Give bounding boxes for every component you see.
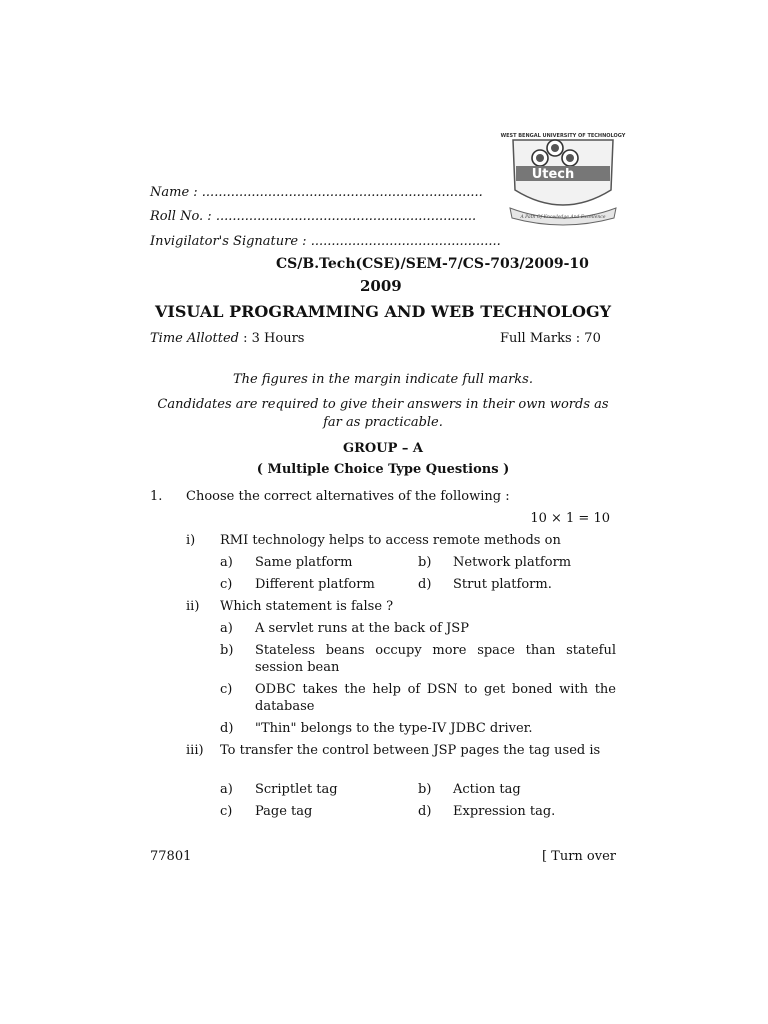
instruction-line-2: Candidates are required to give their answers in their own words as <box>157 397 609 412</box>
logo-ribbon-text: A Path Of Knowledge And Excellence <box>520 215 606 220</box>
option-key: c) <box>220 577 233 592</box>
option-key: c) <box>220 804 233 819</box>
option-key: a) <box>220 621 233 636</box>
subq-text: Which statement is false ? <box>220 599 394 614</box>
option-text: "Thin" belongs to the type-IV JDBC driver. <box>255 721 533 736</box>
option-key: a) <box>220 555 233 570</box>
subq-text: To transfer the control between JSP pages the tag used is <box>220 743 601 758</box>
option-text: ODBC takes the help of DSN to get boned with the database <box>255 682 616 714</box>
name-line: Name : .................................................................... <box>150 185 483 200</box>
option-text: Same platform <box>255 555 353 570</box>
turn-over: [ Turn over <box>541 849 616 864</box>
subq-text: RMI technology helps to access remote methods on <box>220 533 561 548</box>
university-logo <box>500 128 626 230</box>
option-key: c) <box>220 682 233 697</box>
subq-number: ii) <box>186 599 200 614</box>
option-text: Network platform <box>453 555 572 570</box>
option-text: Expression tag. <box>453 804 556 819</box>
full-marks: Full Marks : 70 <box>500 331 601 346</box>
time-value: : 3 Hours <box>238 331 305 346</box>
option-key: d) <box>220 721 234 736</box>
question-marks: 10 × 1 = 10 <box>530 511 610 526</box>
option-key: a) <box>220 782 233 797</box>
time-allotted <box>150 330 304 347</box>
group-title: GROUP – A <box>343 441 423 456</box>
subq-number: i) <box>186 533 196 548</box>
roll-line: Roll No. : ............................................................... <box>150 209 477 224</box>
logo-arc-text: WEST BENGAL UNIVERSITY OF TECHNOLOGY <box>500 133 626 139</box>
paper-code: CS/B.Tech(CSE)/SEM-7/CS-703/2009-10 <box>276 256 589 272</box>
option-key: d) <box>418 577 432 592</box>
option-text: Different platform <box>255 577 375 592</box>
footer-code: 77801 <box>150 849 192 864</box>
subq-number: iii) <box>186 743 204 758</box>
option-key: b) <box>418 782 432 797</box>
option-text: Scriptlet tag <box>255 782 338 797</box>
group-subtitle: ( Multiple Choice Type Questions ) <box>256 462 510 477</box>
subject-title: VISUAL PROGRAMMING AND WEB TECHNOLOGY <box>154 302 612 321</box>
option-text: Stateless beans occupy more space than stateful session bean <box>255 643 616 675</box>
instruction-line-3: far as practicable. <box>323 415 443 430</box>
paper-year: 2009 <box>360 277 402 295</box>
option-key: b) <box>418 555 432 570</box>
question-number: 1. <box>150 489 163 504</box>
option-text: Action tag <box>453 782 521 797</box>
time-label: Time Allotted <box>150 331 239 346</box>
option-text: Page tag <box>255 804 313 819</box>
instruction-line-1: The figures in the margin indicate full marks. <box>232 372 533 387</box>
option-key: b) <box>220 643 234 658</box>
option-text: A servlet runs at the back of JSP <box>255 621 469 636</box>
option-key: d) <box>418 804 432 819</box>
logo-brand: Utech <box>531 167 575 182</box>
invigilator-line: Invigilator's Signature : .............................................. <box>150 234 501 249</box>
question-text: Choose the correct alternatives of the following : <box>186 489 510 504</box>
option-text: Strut platform. <box>453 577 552 592</box>
